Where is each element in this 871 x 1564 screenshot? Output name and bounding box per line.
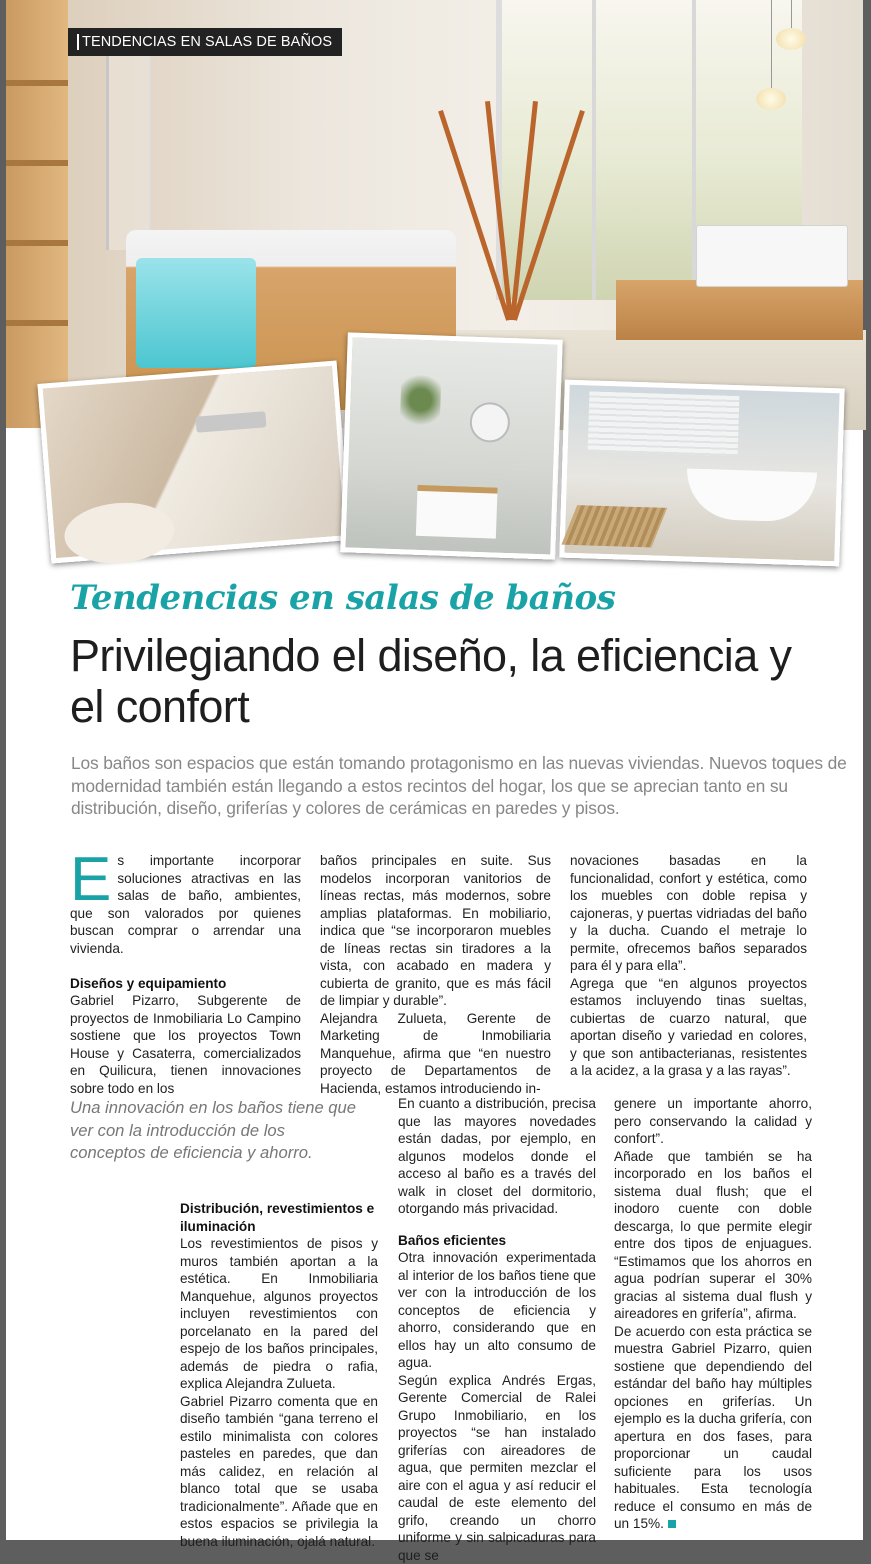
paragraph: Añade que también se ha incorporado en los baños el sistema dual flush; que el inodoro cuente con doble descarga, lo que permite elegir entre dos tipos de enjuagues. “Estimamos que los ahorros en agua podrían superar el 30% gracias al sistema dual flush y aireadores en grifería”, afirma.: [614, 1148, 812, 1323]
inset-photo-freestanding-tub: [559, 380, 844, 567]
vanity-counter: [616, 280, 863, 340]
pull-quote: Una innovación en los baños tiene que ver con la introducción de los conceptos de eficiencia y ahorro.: [70, 1097, 360, 1165]
body-column-3: [570, 852, 807, 1080]
wooden-shelf: [6, 0, 68, 428]
body-column-2: [320, 852, 551, 1097]
body-column-6: [614, 1095, 812, 1533]
article-kicker: Tendencias en salas de baños: [70, 578, 615, 618]
subheading-disenos: Diseños y equipamiento: [70, 975, 301, 993]
section-tag-text: TENDENCIAS EN SALAS DE BAÑOS: [82, 34, 332, 50]
drop-cap: E: [70, 856, 111, 904]
paragraph: Según explica Andrés Ergas, Gerente Comercial de Ralei Grupo Inmobiliario, en los proyectos “se han instalado griferías con aireadores de agua, que permiten mezclar el aire con el agua y así reducir el caudal de este elemento del grifo, creando un chorro uniforme y sin salpicaduras para que se: [398, 1372, 596, 1564]
paragraph: genere un importante ahorro, pero conservando la calidad y confort”.: [614, 1095, 812, 1148]
subheading-distribucion: Distribución, revestimientos e iluminación: [180, 1200, 378, 1235]
article-lead: Los baños son espacios que están tomando protagonismo en las nuevas viviendas. Nuevos toques de modernidad también están llegando a estos recintos del hogar, los que se aprecian tanto en su distribución, diseño, griferías y colores de cerámicas en paredes y pisos.: [71, 752, 871, 820]
magazine-page: [6, 0, 863, 1540]
washbasin: [696, 225, 848, 287]
paragraph: Otra innovación experimentada al interior de los baños tiene que ver con la introducción de los conceptos de eficiencia y ahorro, considerando que en ellos hay un alto consumo de agua.: [398, 1249, 596, 1372]
subheading-banos-eficientes: Baños eficientes: [398, 1232, 596, 1250]
pendant-lamp: [756, 88, 786, 110]
article-headline: Privilegiando el diseño, la eficiencia y el confort: [70, 630, 830, 732]
paragraph: Alejandra Zulueta, Gerente de Marketing de Inmobiliaria Manquehue, afirma que “en nuestro proyecto de Departamentos de Hacienda, estamos introduciendo in-: [320, 1010, 551, 1098]
body-column-5: [398, 1095, 596, 1564]
paragraph: Gabriel Pizarro, Subgerente de proyectos de Inmobiliaria Lo Campino sostiene que los proyectos Town House y Casaterra, comercializados en Quilicura, tienen innovaciones sobre todo en los: [70, 992, 301, 1097]
intro-paragraph: Es importante incorporar soluciones atractivas en las salas de baño, ambientes, que son valorados por quienes buscan comprar o arrendar una vivienda.: [70, 852, 301, 957]
glass-screen: [106, 30, 151, 250]
body-column-1: [70, 852, 301, 1097]
paragraph: Gabriel Pizarro comenta que en diseño también “gana terreno el estilo minimalista con colores pasteles en paredes, que dan más calidez, en relación al blanco total que se usaba tradicionalmente”. Añade que en estos espacios se privilegia la buena iluminación, ojalá natural.: [180, 1393, 378, 1551]
inset-photo-faucet: [37, 361, 350, 564]
section-tag: [68, 28, 342, 56]
paragraph: De acuerdo con esta práctica se muestra Gabriel Pizarro, quien sostiene que dependiendo del estándar del baño hay múltiples opciones en griferías. Un ejemplo es la ducha grifería, con apertura en dos fases, para proporcionar un caudal suficiente para los usos habituales. Esta tecnología reduce el consumo en más de un 15%.: [614, 1323, 812, 1533]
paragraph: Agrega que “en algunos proyectos estamos incluyendo tinas sueltas, cubiertas de cuarzo natural, que aportan diseño y variedad en colores, y que son antibacterianas, resistentes a la acidez, a la grasa y a las rayas”.: [570, 975, 807, 1080]
towel-rack: [476, 100, 546, 320]
body-column-4: [180, 1200, 378, 1550]
paragraph: baños principales en suite. Sus modelos incorporan vanitorios de líneas rectas, más modernos, sobre amplias plataformas. En mobiliario, indica que “se incorporaron muebles de líneas rectas sin tiradores a la vista, con acabado en madera y cubierta de granito, que es más fácil de limpiar y durable”.: [320, 852, 551, 1010]
paragraph: En cuanto a distribución, precisa que las mayores novedades están dadas, por ejemplo, en algunos modelos donde el acceso al baño es a través del walk in closet del dormitorio, otorgando más privacidad.: [398, 1095, 596, 1218]
bathtub-water: [136, 258, 256, 368]
pendant-lamp: [776, 28, 806, 50]
paragraph: novaciones basadas en la funcionalidad, confort y estética, como los muebles con doble repisa y cajoneras, y puertas vidriadas del baño y la ducha. Cuando el metraje lo permite, ofrecemos baños separados para él y para ella”.: [570, 852, 807, 975]
end-mark-icon: [668, 1520, 676, 1528]
inset-photo-vanity: [340, 332, 563, 559]
paragraph: Los revestimientos de pisos y muros también aportan a la estética. En Inmobiliaria Manquehue, algunos proyectos incluyen revestimientos con porcelanato en la pared del espejo de los baños principales, además de piedra o rafia, explica Alejandra Zulueta.: [180, 1235, 378, 1393]
